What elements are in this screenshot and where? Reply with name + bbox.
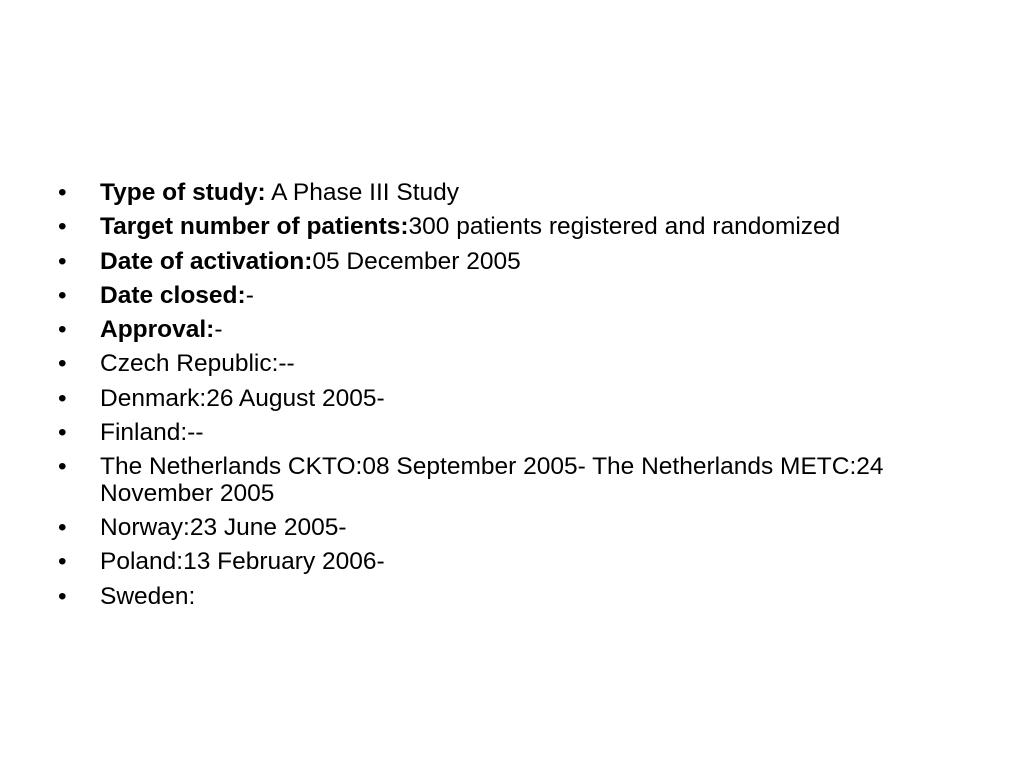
item-value: Czech Republic:-- [100, 350, 295, 378]
bullet-icon: • [58, 281, 67, 309]
bullet-icon: • [58, 548, 67, 576]
item-value: - [214, 316, 223, 344]
list-item-norway [58, 515, 988, 542]
item-value: 05 December 2005 [312, 247, 521, 275]
bullet-icon: • [58, 514, 67, 542]
list-item-denmark [58, 386, 988, 413]
bullet-icon: • [58, 179, 67, 206]
item-value: Finland:-- [100, 419, 204, 447]
list-item-date-of-activation [58, 249, 988, 276]
item-value: Poland:13 February 2006- [100, 548, 385, 576]
item-value: A Phase III Study [265, 179, 460, 206]
item-value: The Netherlands CKTO:08 September 2005- The Netherlands METC:24 November 2005 [100, 453, 884, 507]
item-label: Type of study: [100, 179, 266, 206]
bullet-icon: • [58, 453, 67, 481]
bullet-icon: • [58, 419, 67, 447]
list-item-czech-republic [58, 351, 988, 378]
list-item-sweden [58, 584, 988, 611]
item-value: Denmark:26 August 2005- [100, 384, 385, 412]
item-label: Date closed: [100, 281, 246, 309]
bullet-icon: • [58, 582, 67, 610]
bullet-icon: • [58, 247, 67, 275]
list-item-type-of-study [58, 180, 988, 207]
item-value: 300 patients registered and randomized [408, 213, 841, 241]
bullet-icon: • [58, 213, 67, 241]
item-label: Target number of patients: [100, 213, 409, 241]
item-label: Date of activation: [100, 247, 313, 275]
study-details-list [58, 180, 988, 618]
list-item-netherlands [58, 454, 988, 507]
list-item-target-patients [58, 214, 988, 241]
bullet-icon: • [58, 384, 67, 412]
item-label: Approval: [100, 316, 215, 344]
item-value: - [245, 281, 254, 309]
bullet-icon: • [58, 316, 67, 344]
list-item-finland [58, 420, 988, 447]
item-value: Sweden: [100, 582, 196, 610]
list-item-date-closed [58, 283, 988, 310]
bullet-icon: • [58, 350, 67, 378]
item-value: Norway:23 June 2005- [100, 514, 347, 542]
list-item-poland [58, 549, 988, 576]
list-item-approval [58, 317, 988, 344]
